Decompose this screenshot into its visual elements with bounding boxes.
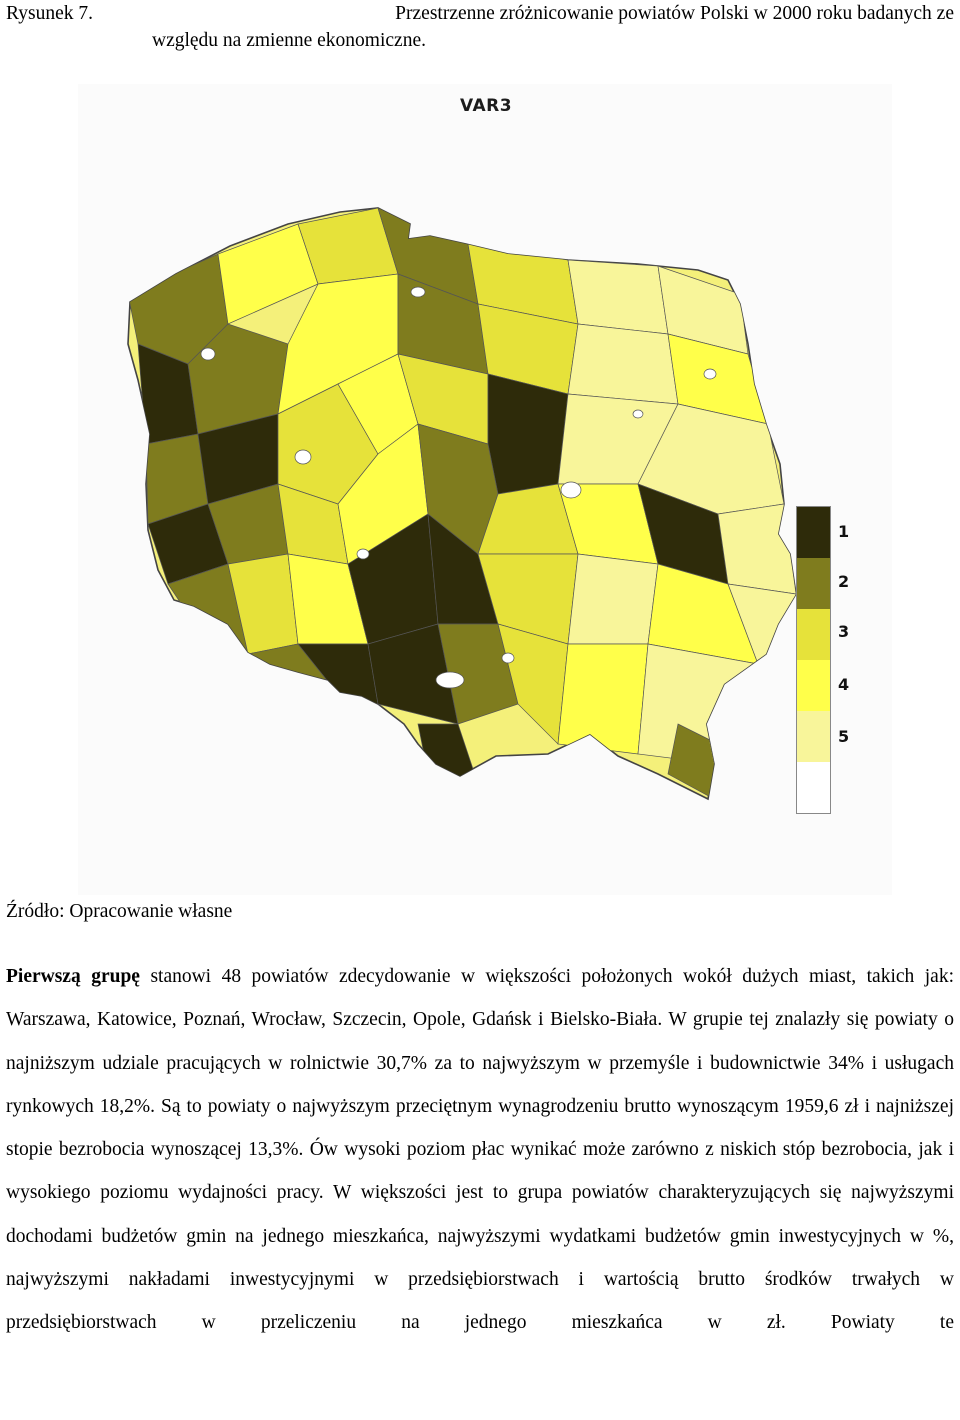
map-city-blank <box>357 549 369 559</box>
map-region <box>718 504 796 594</box>
map-region <box>568 324 678 404</box>
body-paragraph <box>6 955 954 1345</box>
figure-source: Źródło: Opracowanie własne <box>6 901 233 922</box>
legend-swatch-4 <box>797 660 830 711</box>
legend-label-1: 1 <box>838 522 850 541</box>
map-region <box>558 644 648 754</box>
map-city-blank <box>201 348 215 360</box>
legend-label-3: 3 <box>838 622 850 641</box>
map-region <box>568 260 668 334</box>
legend-swatch-5 <box>797 711 830 762</box>
paragraph-text: stanowi 48 powiatów zdecydowanie w większości położonych wokół dużych miast, takich jak: Warszawa, Katowice, Poznań, Wrocław, Szczecin, Opole, Gdańsk i Bielsko-Biała. W grupie tej znalazły się powiaty o najniższym udziale pracujących w rolnictwie 30,7% za to najwyższym w przemyśle i budownictwie 34% i usługach rynkowych 18,2%. Są to powiaty o najwyższym przeciętnym wynagrodzeniu brutto wynoszącym 1959,6 zł i najniższej stopie bezrobocia wynoszącej 13,3%. Ów wysoki poziom płac wynikać może zarówno z niskich stóp bezrobocia, jak i wysokiego poziomu wydajności pracy. W większości jest to grupa powiatów charakteryzujących się najwyższymi dochodami budżetów gmin na jednego mieszkańca, najwyższymi wydatkami budżetów gmin inwestycyjnych w %, najwyższymi nakładami inwestycyjnymi w przedsiębiorstwach i wartością brutto środków trwałych w przedsiębiorstwach w przeliczeniu na jednego mieszkańca w zł. Powiaty te <box>6 966 955 1334</box>
map-city-blank <box>704 369 716 379</box>
map-panel <box>78 84 892 895</box>
legend-label-5: 5 <box>838 727 850 746</box>
map-title: VAR3 <box>460 96 513 116</box>
figure-title-line1: Przestrzenne zróżnicowanie powiatów Polski w 2000 roku badanych ze <box>395 3 954 24</box>
legend-label-2: 2 <box>838 572 850 591</box>
figure-label: Rysunek 7. <box>6 3 93 24</box>
figure-caption <box>6 0 954 54</box>
legend-swatch-2 <box>797 558 830 609</box>
paragraph-lead: Pierwszą grupę <box>6 966 140 987</box>
map-region <box>488 374 568 494</box>
figure-title-line2: względu na zmienne ekonomiczne. <box>152 30 426 51</box>
map-legend <box>796 506 831 814</box>
legend-swatch-6 <box>797 762 830 813</box>
map-city-blank <box>411 287 425 297</box>
legend-label-4: 4 <box>838 675 850 694</box>
map-region <box>568 554 658 644</box>
legend-swatch-3 <box>797 609 830 660</box>
map-city-blank <box>633 410 643 418</box>
poland-map <box>78 84 892 895</box>
map-city-blank <box>295 450 311 464</box>
map-city-blank <box>561 482 581 498</box>
legend-swatch-1 <box>797 507 830 558</box>
map-city-blank <box>502 653 514 663</box>
map-city-blank <box>436 672 464 688</box>
